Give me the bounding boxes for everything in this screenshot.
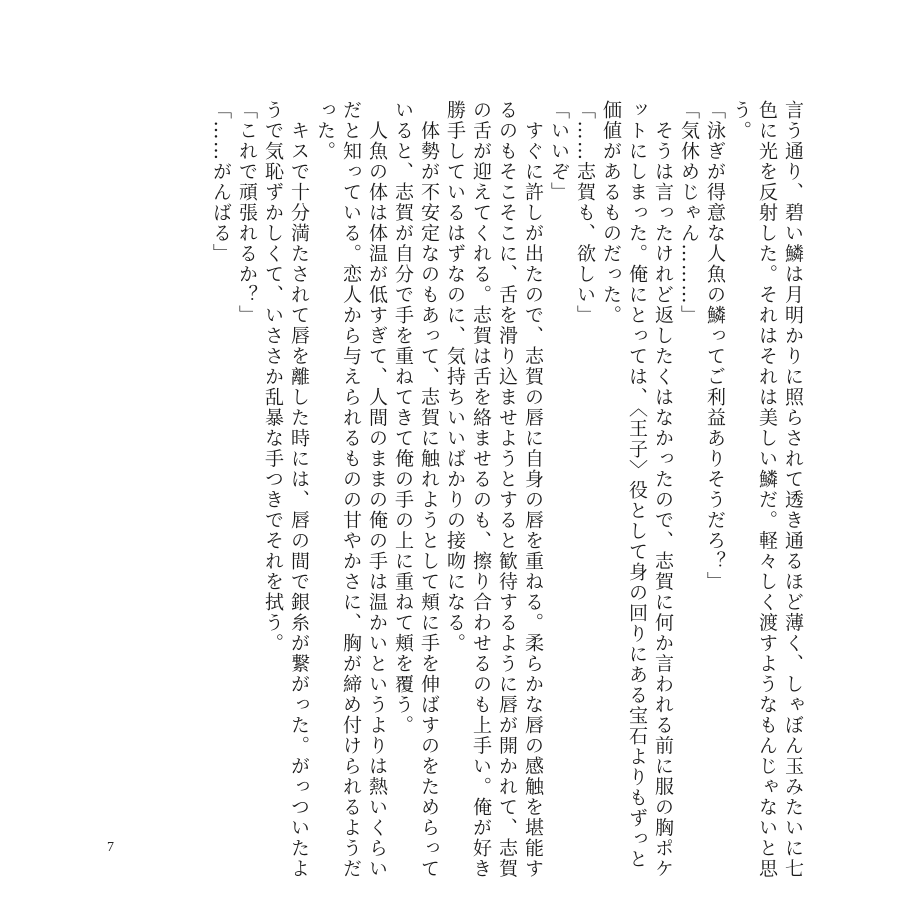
text-line: 体勢が不安定なのもあって、志賀に触れようとして頬に手を伸ばすのをためらって	[418, 100, 440, 879]
text-line: 勝手しているはずなのに、気持ちいいばかりの接吻になる。	[444, 100, 466, 654]
text-line: るのもそこそこに、舌を滑り込ませようとすると歓待するように唇が開かれて、志賀	[496, 100, 518, 879]
text-line: 「いいぞ」	[548, 100, 570, 203]
text-line: うで気恥ずかしくて、いささか乱暴な手つきでそれを拭う。	[262, 100, 284, 654]
page-number: 7	[107, 840, 114, 855]
text-line: いると、志賀が自分で手を重ねてきて俺の手の上に重ねて頬を覆う。	[392, 100, 414, 736]
text-line: 色に光を反射した。それはそれは美しい鱗だ。軽々しく渡すようなもんじゃないと思	[756, 100, 778, 879]
text-line: 人魚の体は体温が低すぎて、人間のままの俺の手は温かいというよりは熱いくらい	[366, 100, 388, 879]
text-line: そうは言ったけれど返したくはなかったので、志賀に何か言われる前に服の胸ポケ	[652, 100, 674, 879]
text-line: った。	[314, 100, 336, 162]
text-line: 「……がんばる」	[210, 100, 232, 264]
text-line: 「これで頑張れるか？」	[236, 100, 258, 326]
text-line: すぐに許しが出たので、志賀の唇に自身の唇を重ねる。柔らかな唇の感触を堪能す	[522, 100, 544, 879]
text-line: 「……志賀も、欲しい」	[574, 100, 596, 326]
text-line: の舌が迎えてくれる。志賀は舌を絡ませるのも、擦り合わせるのも上手い。俺が好き	[470, 100, 492, 879]
text-line: 「気休めじゃん………」	[678, 100, 700, 326]
text-line: キスで十分満たされて唇を離した時には、唇の間で銀糸が繋がった。がっついたよ	[288, 100, 310, 879]
text-line: 「泳ぎが得意な人魚の鱗ってご利益ありそうだろ？」	[704, 100, 726, 592]
vertical-text-body	[208, 100, 806, 879]
text-line: う。	[730, 100, 752, 141]
text-line: だと知っている。恋人から与えられるものの甘やかさに、胸が締め付けられるようだ	[340, 100, 362, 879]
text-line: 言う通り、碧い鱗は月明かりに照らされて透き通るほど薄く、しゃぼん玉みたいに七	[782, 100, 804, 879]
text-line: ットにしまった。俺にとっては、〈王子〉役として身の回りにある宝石よりもずっと	[626, 100, 648, 870]
text-line: 価値があるものだった。	[600, 100, 622, 326]
